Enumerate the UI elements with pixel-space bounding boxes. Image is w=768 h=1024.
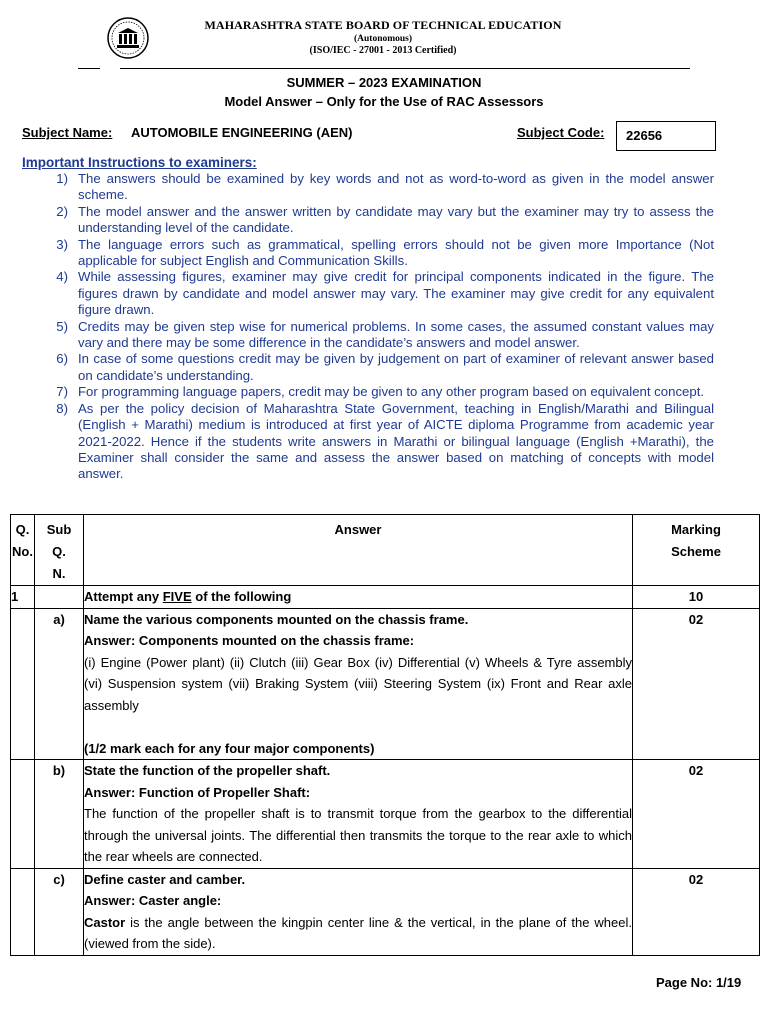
instruction-item: [22, 319, 714, 352]
instruction-text: While assessing figures, examiner may give credit for principal components indicated in the figure. The figures drawn by candidate and model answer may vary. The examiner may give credit for any equivalent figure drawn.: [78, 269, 714, 318]
instruction-item: [22, 171, 714, 204]
board-header: [150, 18, 616, 56]
answer-cell: [84, 868, 633, 955]
q-marks: 10: [633, 586, 760, 609]
instruction-text: The model answer and the answer written by candidate may vary but the examiner may try to assess the understanding level of the candidate.: [78, 203, 714, 236]
header-q-no-line2: No.: [12, 544, 33, 559]
castor-term: Castor: [84, 914, 126, 930]
table-row: [11, 586, 760, 609]
header-sub-line3: N.: [52, 566, 66, 581]
header-marking-line2: Scheme: [671, 544, 721, 559]
exam-title: SUMMER – 2023 EXAMINATION: [286, 75, 482, 90]
instruction-text: For programming language papers, credit may be given to any other program based on equivalent concept.: [78, 384, 705, 400]
instruction-text: In case of some questions credit may be given by judgement on part of examiner of relevant answer based on candidate’s understanding.: [78, 351, 714, 383]
page-number: Page No: 1/19: [656, 975, 742, 990]
instruction-item: [22, 351, 714, 384]
autonomous-label: (Autonomous): [353, 34, 413, 44]
header-marking: [633, 515, 760, 586]
q-number: 1: [11, 586, 35, 609]
q-no-empty: [11, 760, 35, 869]
answer-text: The function of the propeller shaft is to transmit torque from the gearbox to the differential through the universal joints. The differential then transmits the torque to the rear axle to which the rear wheels are connected.: [84, 806, 632, 864]
msbte-logo-icon: [106, 16, 150, 60]
header-answer: [84, 515, 633, 586]
instruction-number: 4): [56, 269, 68, 285]
instructions-title: Important Instructions to examiners:: [22, 155, 257, 170]
answer-heading: Answer: Components mounted on the chassis frame:: [84, 633, 415, 648]
question-text: Define caster and camber.: [84, 871, 246, 887]
instructions-list: [22, 171, 714, 483]
castor-definition: is the angle between the kingpin center line & the vertical, in the plane of the wheel. (viewed from the side).: [84, 914, 632, 951]
header-q-no: [11, 515, 35, 586]
sub-q-marks: 02: [633, 760, 760, 869]
instruction-item: [22, 269, 714, 318]
sub-q-label: a): [35, 608, 84, 760]
iso-certification: (ISO/IEC - 27001 - 2013 Certified): [309, 45, 457, 56]
answer-cell: [84, 608, 633, 760]
answer-table: [10, 514, 760, 956]
board-name: MAHARASHTRA STATE BOARD OF TECHNICAL EDUCATION: [204, 18, 562, 32]
instruction-item: [22, 401, 714, 483]
model-answer-title: Model Answer – Only for the Use of RAC Assessors: [224, 94, 544, 109]
instruction-number: 5): [56, 318, 68, 334]
answer-text: [84, 912, 632, 955]
q-title-post: of the following: [191, 589, 292, 604]
instruction-number: 6): [56, 351, 68, 367]
table-row: [11, 608, 760, 760]
instruction-text: As per the policy decision of Maharashtra State Government, teaching in English/Marathi and Bilingual (English + Marathi) medium is introduced at first year of AICTE diploma Programme from academic year 2021-2022. Hence if the students write answers in Marathi or bilingual language (English +Marathi), the Examiner shall consider the same and assess the answer based on matching of concepts with model answer.: [78, 400, 714, 482]
sub-q-empty: [35, 586, 84, 609]
header-sub-q: [35, 515, 84, 586]
instruction-item: [22, 204, 714, 237]
subject-code-label: Subject Code:: [517, 125, 605, 140]
question-text: Name the various components mounted on the chassis frame.: [84, 611, 469, 627]
subject-code-value: 22656: [616, 121, 716, 151]
sub-q-label: b): [35, 760, 84, 869]
subject-name-label: Subject Name:: [22, 125, 113, 140]
answer-heading: Answer: Function of Propeller Shaft:: [84, 784, 311, 800]
header-marking-line1: Marking: [671, 522, 721, 537]
q-no-empty: [11, 868, 35, 955]
answer-cell: [84, 760, 633, 869]
table-header-row: [11, 515, 760, 586]
q-title-five: FIVE: [162, 589, 192, 604]
q-title-pre: Attempt any: [84, 589, 163, 604]
header-divider-short: [78, 68, 100, 69]
header-sub-line1: Sub: [46, 522, 72, 537]
marking-note: (1/2 mark each for any four major components): [84, 740, 375, 756]
q-no-empty: [11, 608, 35, 760]
instruction-text: The answers should be examined by key words and not as word-to-word as given in the model answer scheme.: [78, 171, 714, 203]
sub-q-marks: 02: [633, 868, 760, 955]
answer-text: (i) Engine (Power plant) (ii) Clutch (iii) Gear Box (iv) Differential (v) Wheels & Tyre assembly (vi) Suspension system (vii) Braking System (viii) Steering System (ix) Front and Rear axle assembly: [84, 654, 632, 713]
header-sub-line2: Q.: [52, 544, 66, 559]
sub-q-label: c): [35, 868, 84, 955]
sub-q-marks: 02: [633, 608, 760, 760]
question-text: State the function of the propeller shaft.: [84, 763, 331, 778]
table-row: [11, 760, 760, 869]
header-divider: [120, 68, 690, 69]
instruction-text: The language errors such as grammatical, spelling errors should not be given more Importance (Not applicable for subject English and Communication Skills.: [78, 236, 714, 269]
subject-name-value: AUTOMOBILE ENGINEERING (AEN): [131, 125, 353, 140]
table-row: [11, 868, 760, 955]
header-answer-label: Answer: [334, 522, 382, 537]
instruction-item: [22, 237, 714, 270]
instruction-number: 7): [56, 384, 68, 400]
instruction-item: [22, 384, 714, 400]
header-q-no-line1: Q.: [15, 522, 30, 537]
instruction-number: 1): [56, 171, 68, 186]
instruction-number: 8): [56, 400, 68, 416]
instruction-number: 2): [56, 203, 68, 219]
q-title: [84, 586, 633, 609]
instruction-number: 3): [56, 236, 68, 252]
answer-heading: Answer: Caster angle:: [84, 893, 222, 908]
instruction-text: Credits may be given step wise for numerical problems. In some cases, the assumed constant values may vary and there may be some difference in the candidate’s answers and model answer.: [78, 318, 714, 351]
